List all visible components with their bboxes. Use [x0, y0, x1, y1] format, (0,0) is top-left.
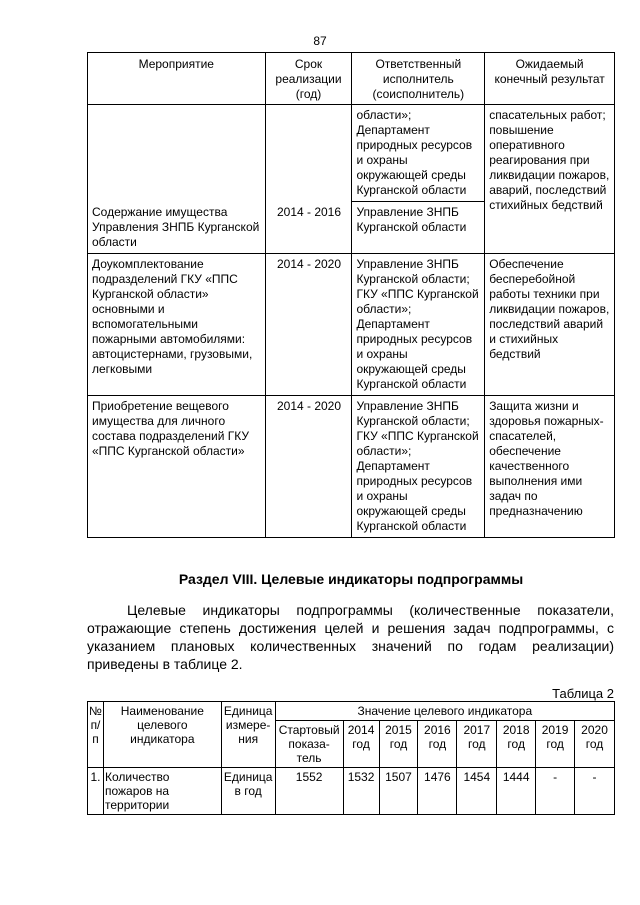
period-cell: 2014 - 2016 [265, 202, 352, 254]
table-row [88, 768, 615, 815]
header-year: 2020 год [575, 721, 615, 768]
row-num: 1. [88, 768, 104, 815]
table-row [88, 105, 615, 202]
header-name: Наименование целевого индикатора [103, 702, 221, 768]
measure-cell: Доукомплектование подразделений ГКУ «ППС Курганской области» основными и вспомогательными пожарными автомобилями: автоцистернами, грузовыми, легковыми [88, 253, 266, 395]
period-cell: 2014 - 2020 [265, 253, 352, 395]
result-cell: Защита жизни и здоровья пожарных-спасателей, обеспечение качественного выполнения ими задач по предназначению [485, 395, 615, 537]
executor-cell: области»; Департамент природных ресурсов и охраны окружающей среды Курганской области [352, 105, 485, 202]
header-executor: Ответственный исполнитель (соисполнитель) [352, 53, 485, 105]
header-unit: Единица измере-ния [221, 702, 275, 768]
section-title: Раздел VIII. Целевые индикаторы подпрограммы [178, 571, 524, 587]
header-year: 2014 год [343, 721, 379, 768]
header-start: Стартовый показа-тель [275, 721, 343, 768]
header-year: 2015 год [379, 721, 418, 768]
period-cell [265, 105, 352, 202]
executor-cell: Управление ЗНПБ Курганской области; ГКУ «ППС Курганской области»; Департамент природных ресурсов и охраны окружающей среды Курганской области [352, 253, 485, 395]
measure-cell [88, 105, 266, 202]
measure-cell: Приобретение вещевого имущества для личного состава подразделений ГКУ «ППС Курганской области» [88, 395, 266, 537]
page-number: 87 [313, 34, 327, 48]
row-value: 1476 [418, 768, 457, 815]
section-paragraph: Целевые индикаторы подпрограммы (количественные показатели, отражающие степень достижения целей и решения задач подпрограммы, с указанием плановых количественных значений по годам реализации) приведены в таблице 2. [87, 602, 614, 672]
row-start: 1552 [275, 768, 343, 815]
table-row [88, 253, 615, 395]
row-value: 1532 [343, 768, 379, 815]
header-result: Ожидаемый конечный результат [485, 53, 615, 105]
header-value-group: Значение целевого индикатора [275, 702, 614, 721]
table-header-row [88, 702, 615, 721]
result-cell: Обеспечение бесперебойной работы техники при ликвидации пожаров, последствий аварий и стихийных бедствий [485, 253, 615, 395]
measures-table [87, 52, 615, 538]
indicators-table [87, 701, 615, 815]
header-period: Срок реализации (год) [265, 53, 352, 105]
executor-cell: Управление ЗНПБ Курганской области [352, 202, 485, 254]
header-year: 2018 год [497, 721, 536, 768]
row-unit: Единица в год [221, 768, 275, 815]
result-cell: спасательных работ; повышение оперативного реагирования при ликвидации пожаров, аварий, последствий стихийных бедствий [485, 105, 615, 254]
header-year: 2017 год [457, 721, 497, 768]
row-value: - [575, 768, 615, 815]
period-cell: 2014 - 2020 [265, 395, 352, 537]
table-header-row [88, 53, 615, 105]
executor-cell: Управление ЗНПБ Курганской области; ГКУ «ППС Курганской области»; Департамент природных ресурсов и охраны окружающей среды Курганской области [352, 395, 485, 537]
table-row [88, 395, 615, 537]
row-name: Количество пожаров на территории [103, 768, 221, 815]
row-value: 1507 [379, 768, 418, 815]
row-value: 1444 [497, 768, 536, 815]
measure-cell: Содержание имущества Управления ЗНПБ Курганской области [88, 202, 266, 254]
row-value: 1454 [457, 768, 497, 815]
header-measure: Мероприятие [88, 53, 266, 105]
header-year: 2019 год [536, 721, 575, 768]
table-caption: Таблица 2 [552, 686, 614, 701]
header-num: № п/п [88, 702, 104, 768]
row-value: - [536, 768, 575, 815]
header-year: 2016 год [418, 721, 457, 768]
